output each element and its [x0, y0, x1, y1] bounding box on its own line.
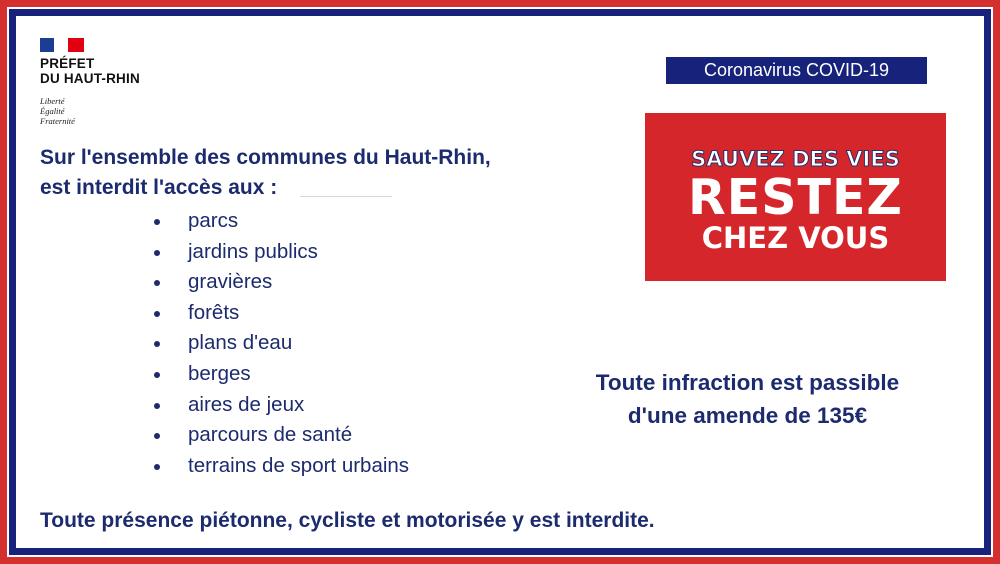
intro-line2: est interdit l'accès aux : [40, 176, 278, 199]
list-item [148, 390, 409, 421]
prefecture-logo [38, 38, 178, 133]
list-item-label: jardins publics [188, 239, 318, 263]
banner-line1: SAUVEZ DES VIES [691, 147, 900, 171]
fine-notice [520, 366, 975, 432]
list-item-label: berges [188, 361, 251, 385]
list-item [148, 206, 409, 237]
bullet-icon [154, 219, 160, 225]
motto-egalite: Égalité [40, 106, 65, 116]
list-item-label: aires de jeux [188, 392, 305, 416]
covid-label: Coronavirus COVID-19 [666, 57, 927, 84]
prefecture-title-line2: DU HAUT-RHIN [40, 71, 140, 86]
list-item-label: plans d'eau [188, 331, 293, 355]
list-item [148, 359, 409, 390]
list-item [148, 328, 409, 359]
list-item-label: gravières [188, 270, 273, 294]
fine-line1: Toute infraction est passible [595, 370, 900, 395]
list-item [148, 298, 409, 329]
list-item [148, 267, 409, 298]
bullet-icon [154, 372, 160, 378]
bullet-icon [154, 250, 160, 256]
divider [300, 196, 392, 197]
bullet-icon [154, 311, 160, 317]
intro-line1: Sur l'ensemble des communes du Haut-Rhin, [40, 146, 491, 169]
list-item-label: terrains de sport urbains [188, 453, 410, 477]
banner-line2: RESTEZ [688, 169, 903, 226]
prefecture-title-line1: PRÉFET [40, 56, 95, 71]
list-item [148, 420, 409, 451]
list-item-label: forêts [188, 300, 240, 324]
list-item-label: parcours de santé [188, 423, 353, 447]
republic-motto [40, 96, 75, 126]
list-item-label: parcs [188, 209, 239, 232]
prefecture-title [40, 56, 180, 86]
french-flag-icon [40, 38, 84, 52]
stay-home-banner [645, 113, 946, 281]
bullet-icon [154, 280, 160, 286]
banner-line3: CHEZ VOUS [701, 221, 890, 255]
bullet-icon [154, 464, 160, 470]
prohibited-places-list [148, 206, 409, 481]
list-item [148, 237, 409, 268]
bullet-icon [154, 403, 160, 409]
motto-fraternite: Fraternité [40, 116, 75, 126]
list-item [148, 451, 409, 482]
bullet-icon [154, 433, 160, 439]
fine-line2: d'une amende de 135€ [627, 403, 868, 428]
intro-text [40, 143, 640, 203]
footer-notice: Toute présence piétonne, cycliste et motorisée y est interdite. [40, 509, 655, 532]
bullet-icon [154, 341, 160, 347]
motto-liberte: Liberté [40, 96, 65, 106]
